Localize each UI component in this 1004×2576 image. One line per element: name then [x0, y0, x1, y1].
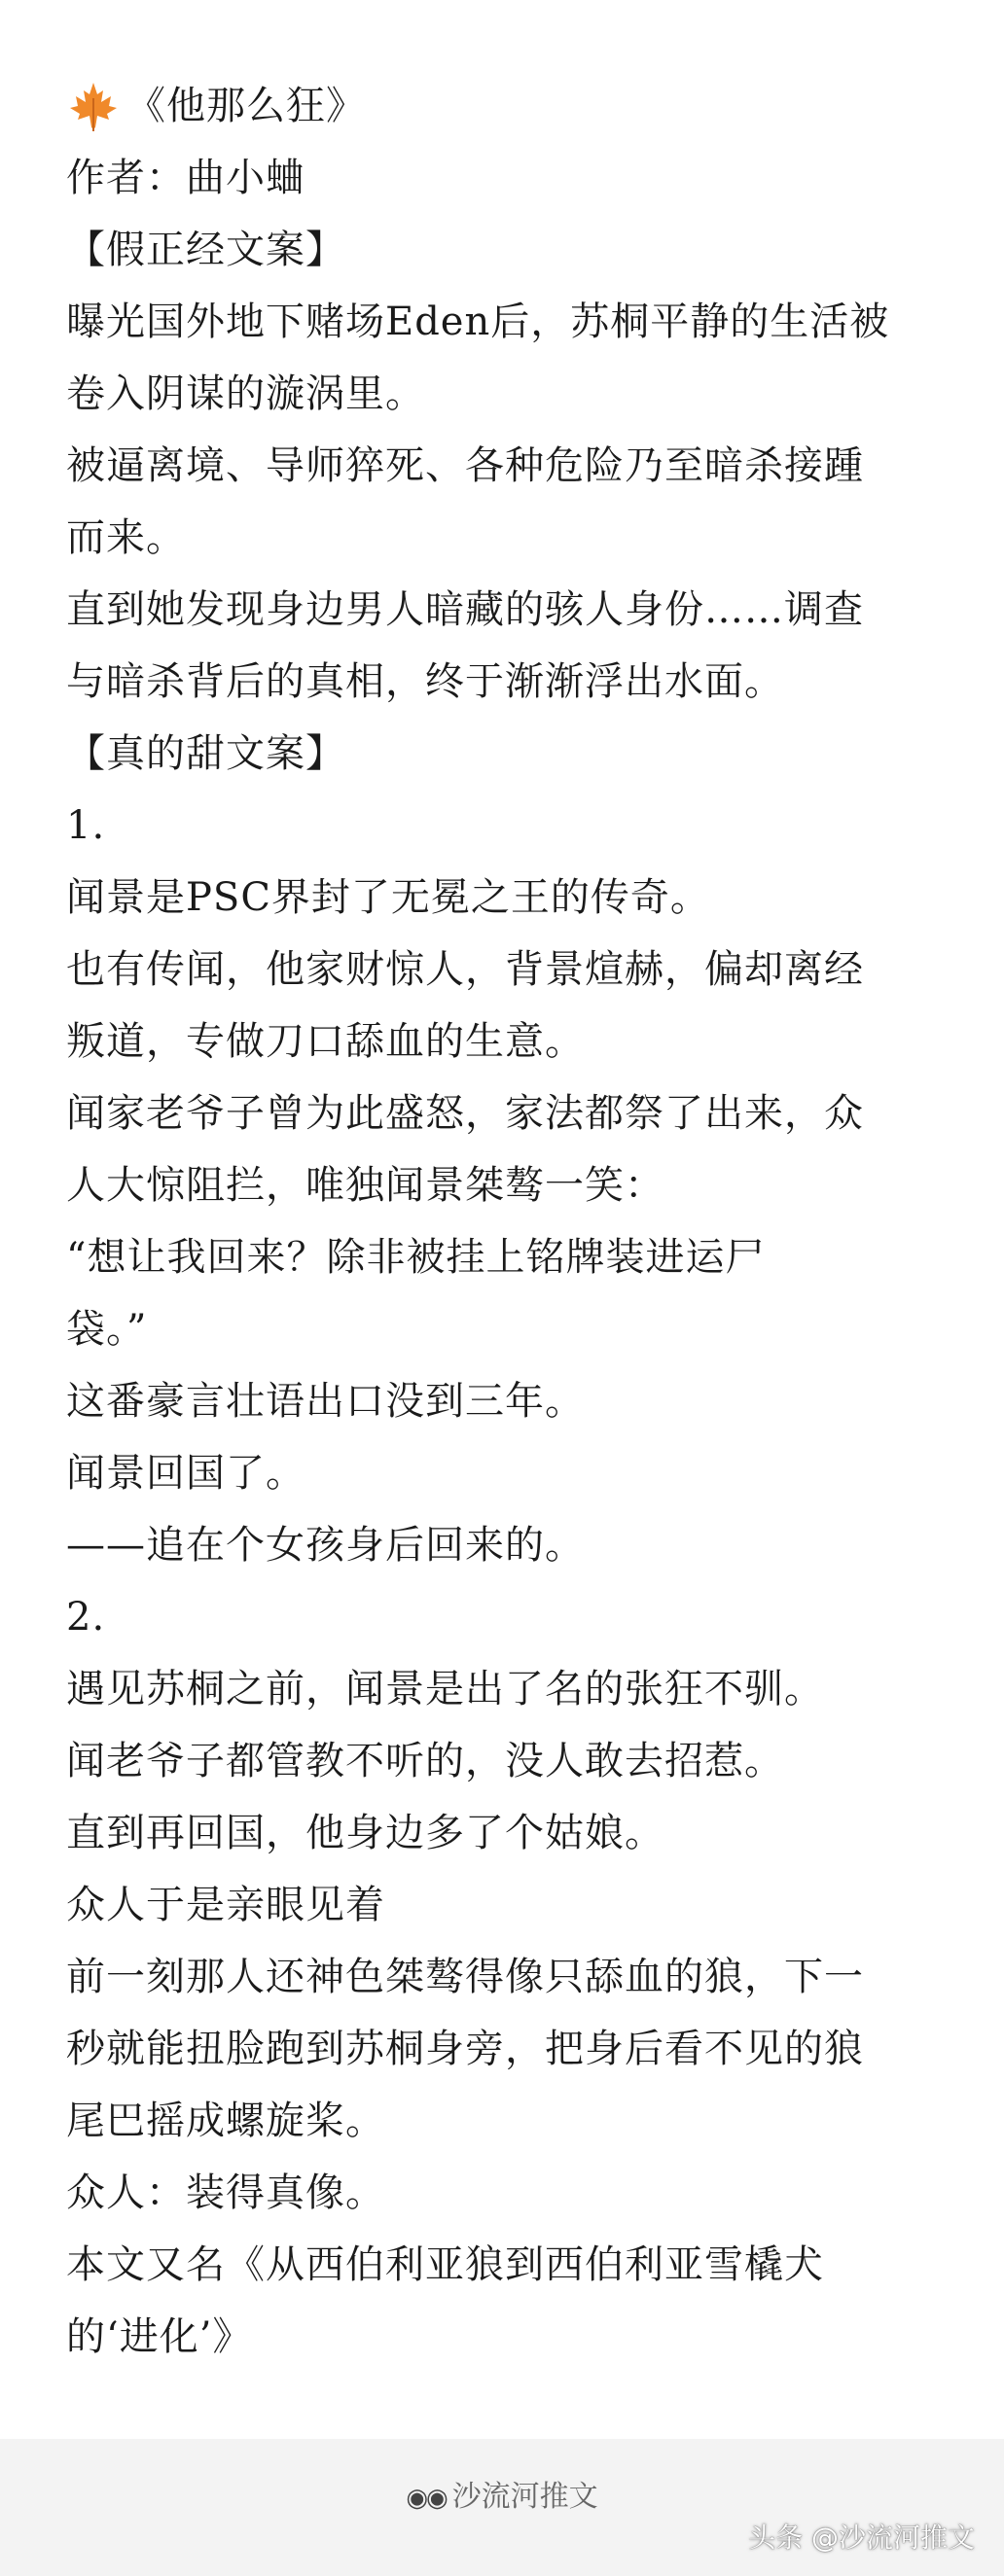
text-line: 闻景是PSC界封了无冕之王的传奇。: [66, 875, 710, 920]
article-body: [66, 70, 942, 2373]
text-line: 曝光国外地下赌场Eden后，苏桐平静的生活被: [66, 300, 890, 344]
text-line: 【假正经文案】: [66, 228, 345, 272]
text-line: 也有传闻，他家财惊人，背景煊赫，偏却离经: [66, 947, 864, 992]
text-line: 众人：装得真像。: [66, 2170, 385, 2215]
text-line: 闻老爷子都管教不听的，没人敢去招惹。: [66, 1739, 784, 1783]
text-line: 本文又名《从西伯利亚狼到西伯利亚雪橇犬: [66, 2242, 824, 2287]
text-line: “想让我回来？除非被挂上铭牌装进运尸: [66, 1235, 766, 1280]
text-line: 卷入阴谋的漩涡里。: [66, 371, 425, 416]
footer-brand: [0, 2478, 1004, 2518]
text-lines: [66, 142, 942, 2373]
text-line: 1.: [66, 803, 106, 848]
text-line: 叛道，专做刀口舔血的生意。: [66, 1019, 585, 1064]
text-line: 尾巴摇成螺旋桨。: [66, 2099, 385, 2143]
text-line: 秒就能扭脸跑到苏桐身旁，把身后看不见的狼: [66, 2027, 864, 2071]
watermark: 头条 @沙流河推文: [748, 2522, 975, 2554]
brand-name: 沙流河推文: [451, 2480, 598, 2514]
text-line: 闻家老爷子曾为此盛怒，家法都祭了出来，众: [66, 1091, 864, 1136]
text-line: 众人于是亲眼见着: [66, 1883, 385, 1927]
book-title-row: [66, 70, 942, 142]
text-line: 而来。: [66, 515, 186, 560]
text-line: 遇见苏桐之前，闻景是出了名的张狂不驯。: [66, 1667, 824, 1711]
text-line: 直到她发现身边男人暗藏的骇人身份……调查: [66, 587, 864, 632]
text-line: 直到再回国，他身边多了个姑娘。: [66, 1811, 664, 1855]
text-line: 2.: [66, 1595, 106, 1640]
book-title: 《他那么狂》: [126, 84, 366, 128]
text-line: 人大惊阻拦，唯独闻景桀骜一笑：: [66, 1163, 664, 1208]
text-line: 与暗杀背后的真相，终于渐渐浮出水面。: [66, 659, 784, 704]
text-line: 被逼离境、导师猝死、各种危险乃至暗杀接踵: [66, 443, 864, 488]
text-line: 袋。”: [66, 1307, 148, 1352]
eyes-icon: ◉◉: [406, 2484, 447, 2513]
text-line: 这番豪言壮语出口没到三年。: [66, 1379, 585, 1424]
text-line: ——追在个女孩身后回来的。: [66, 1523, 585, 1568]
text-line: 的‘进化’》: [66, 2314, 253, 2359]
text-line: 【真的甜文案】: [66, 731, 345, 776]
text-line: 闻景回国了。: [66, 1451, 305, 1496]
maple-leaf-icon: [66, 79, 121, 133]
text-line: 作者：曲小蛐: [66, 156, 305, 200]
text-line: 前一刻那人还神色桀骜得像只舔血的狼，下一: [66, 1955, 864, 1999]
